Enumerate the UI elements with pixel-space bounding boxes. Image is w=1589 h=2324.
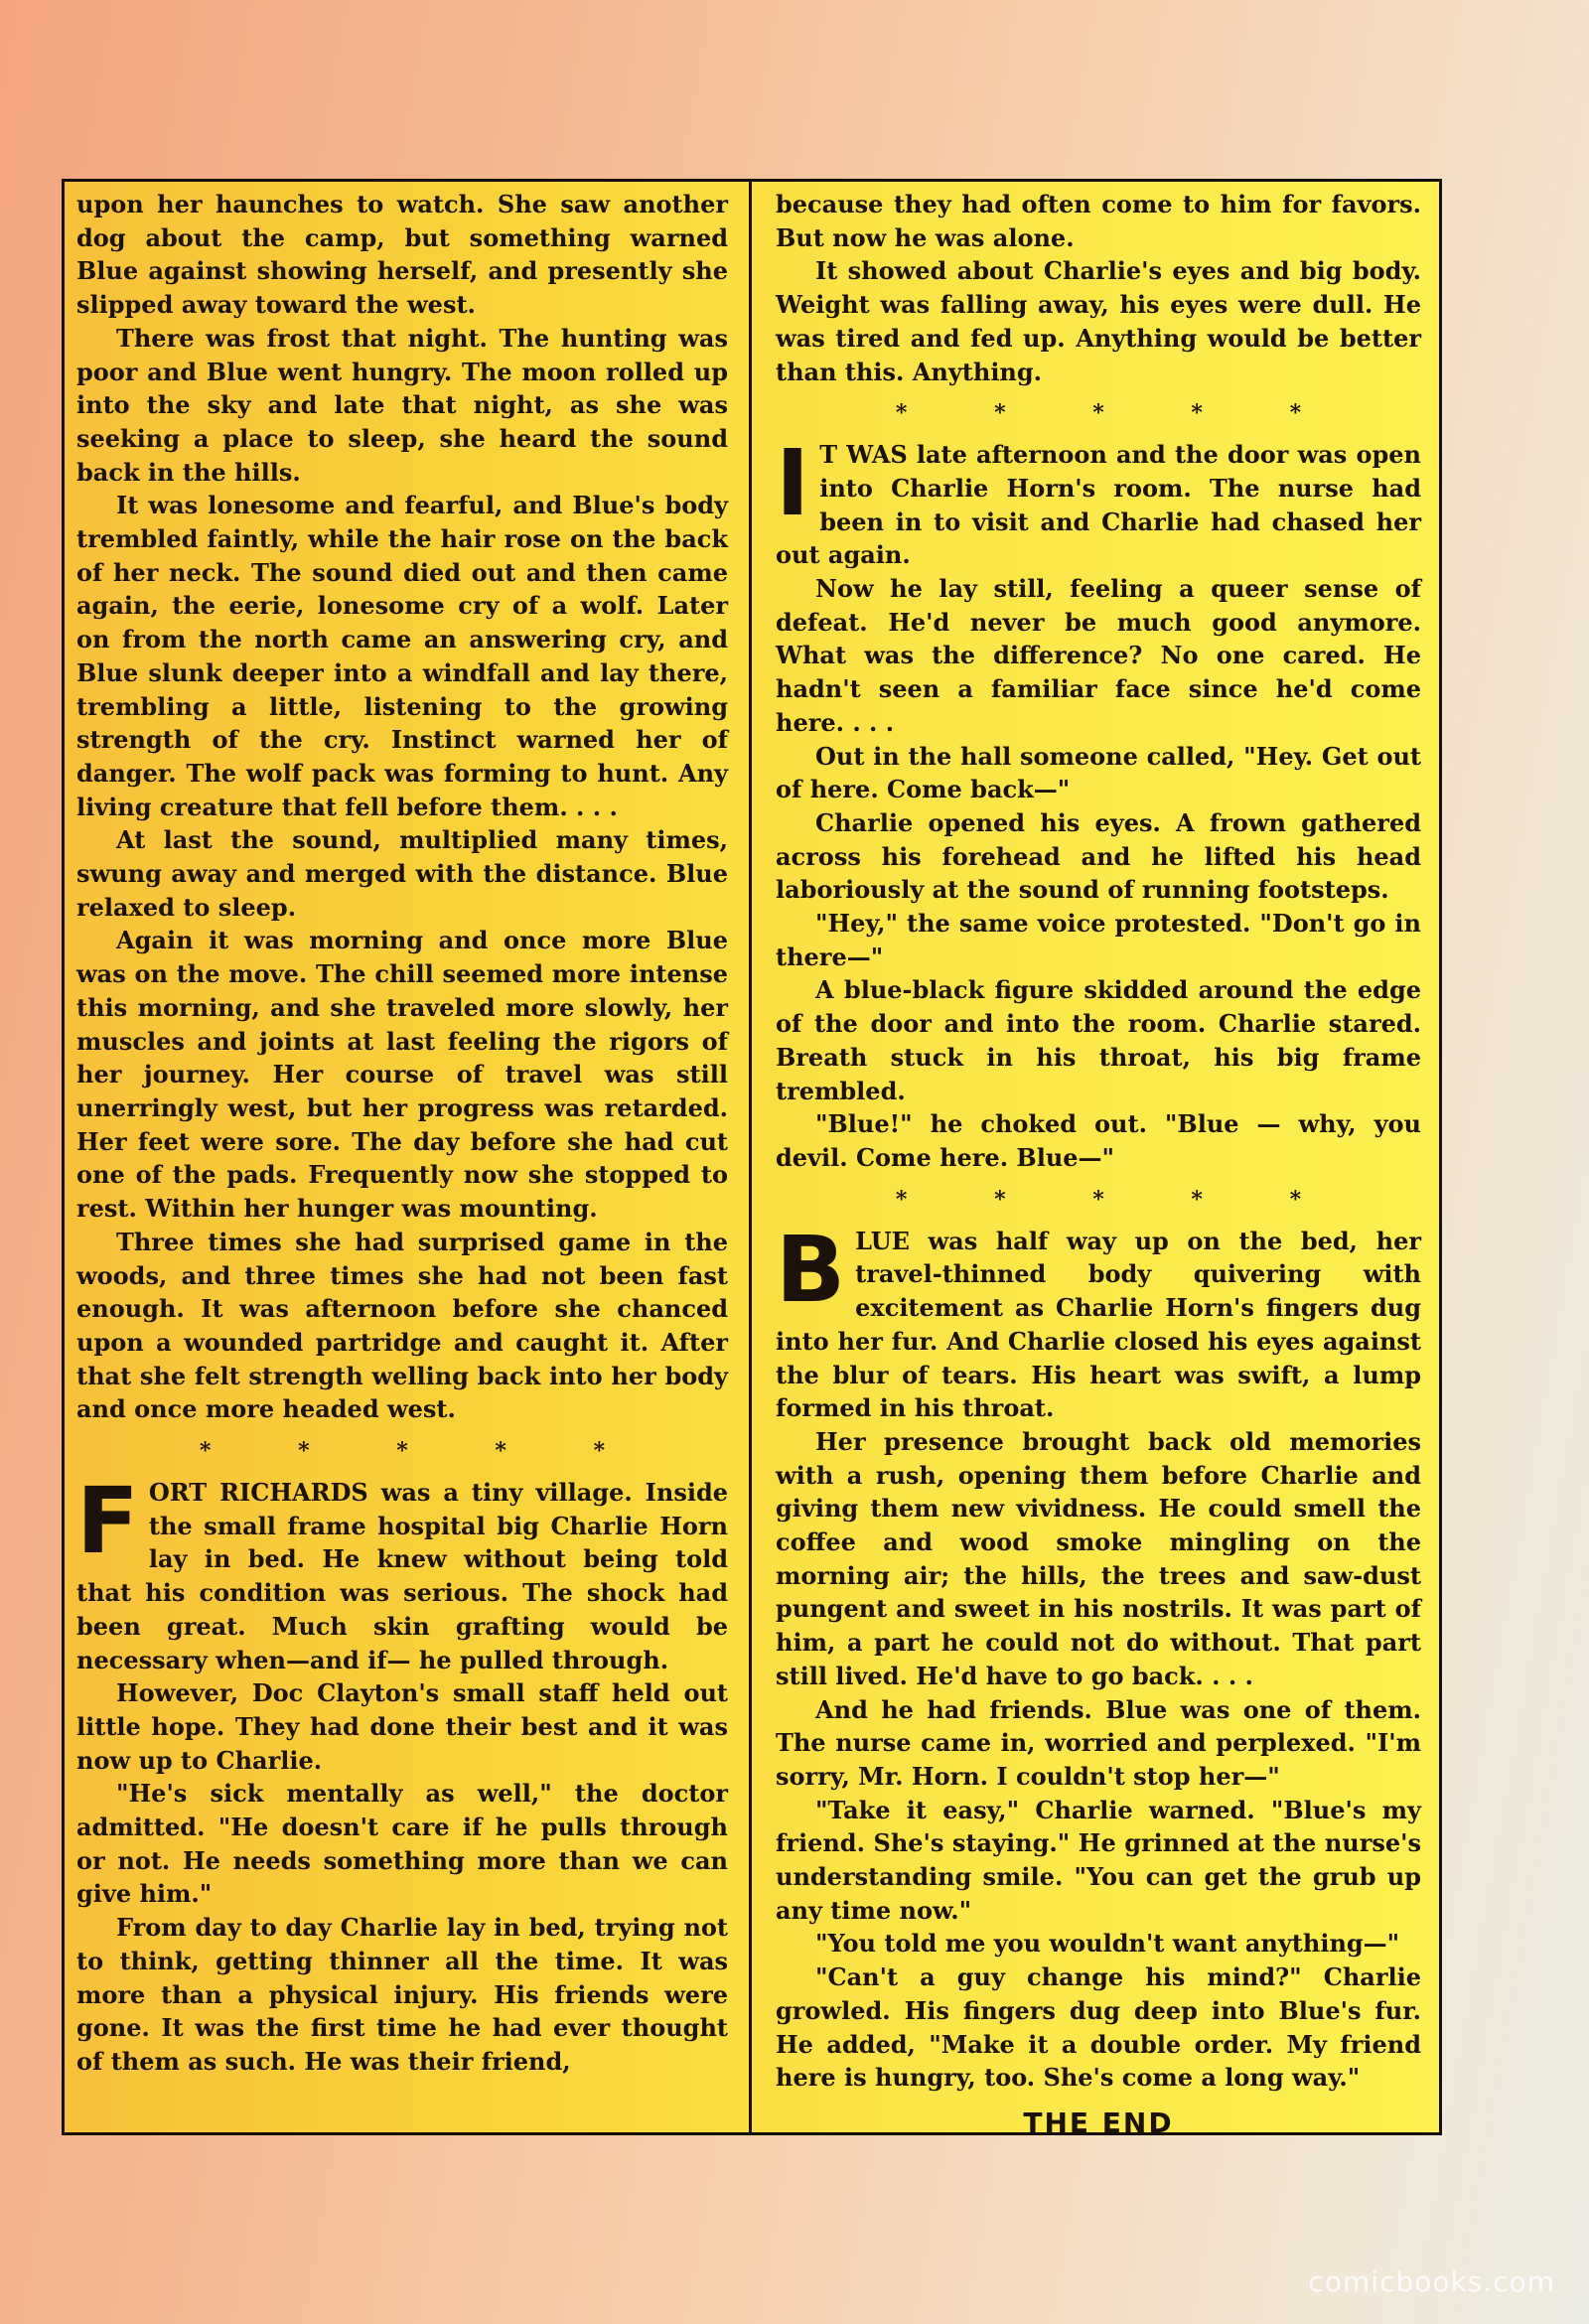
paragraph: upon her haunches to watch. She saw another dog about the camp, but something warned Blue against showing herself, and presently she slipped away toward the west. xyxy=(76,190,728,320)
right-column xyxy=(752,182,1439,2132)
paragraph: However, Doc Clayton's small staff held out little hope. They had done their best and it was now up to Charlie. xyxy=(76,1678,728,1775)
lead-text: ORT RICHARDS was a tiny village. Inside the small frame hospital big Charlie Horn lay in bed. He knew without being told that his condition was serious. The shock had been great. Much skin grafting would be necessary when—and if— he pulled through. xyxy=(76,1478,728,1674)
paragraph: Charlie opened his eyes. A frown gathered across his forehead and he lifted his head laboriously at the sound of running footsteps. xyxy=(776,807,1421,905)
paragraph: "Take it easy," Charlie warned. "Blue's my friend. She's staying." He grinned at the nurse's understanding smile. "You can get the grub up any time now." xyxy=(776,1795,1421,1925)
paragraph: "He's sick mentally as well," the doctor admitted. "He doesn't care if he pulls through or not. He needs something more than we can give him." xyxy=(76,1779,728,1909)
paragraph: "Hey," the same voice protested. "Don't go in there—" xyxy=(776,909,1421,971)
paragraph: because they had often come to him for favors. But now he was alone. xyxy=(776,190,1421,252)
paragraph: It was lonesome and fearful, and Blue's body trembled faintly, while the hair rose on the back of her neck. The sound died out and then came again, the eerie, lonesome cry of a wolf. Later on from the north came an answering cry, and Blue slunk deeper into a windfall and lay there, trembling a little, listening to the growing strength of the cry. Instinct warned her of danger. The wolf pack was forming to hunt. Any living creature that fell before them. . . . xyxy=(76,491,728,821)
paragraph: Now he lay still, feeling a queer sense of defeat. He'd never be much good anymore. What was the difference? No one cared. He hadn't seen a familiar face since he'd come here. . . . xyxy=(776,574,1421,737)
lead-text: T WAS late afternoon and the door was open into Charlie Horn's room. The nurse had been in to visit and Charlie had chased her out again. xyxy=(776,440,1421,570)
paragraph: Her presence brought back old memories with a rush, opening them before Charlie and giving them new vividness. He could smell the coffee and wood smoke mingling on the morning air; the hills, the trees and saw-dust pungent and sweet in his nostrils. It was part of him, a part he could not do without. That part still lived. He'd have to go back. . . . xyxy=(776,1426,1421,1690)
section-break: * * * * * xyxy=(895,400,1342,427)
paragraph: There was frost that night. The hunting was poor and Blue went hungry. The moon rolled up into the sky and late that night, as she was seeking a place to sleep, she heard the sound back in the hills. xyxy=(76,323,728,487)
paragraph: From day to day Charlie lay in bed, trying not to think, getting thinner all the time. It was more than a physical injury. His friends were gone. It was the first time he had ever thought of them as such. He was their friend, xyxy=(76,1913,728,2076)
story-panel xyxy=(62,179,1442,2135)
section-break: * * * * * xyxy=(895,1186,1342,1213)
paragraph: It showed about Charlie's eyes and big body. Weight was falling away, his eyes were dull. He was tired and fed up. Anything would be better than this. Anything. xyxy=(776,256,1421,386)
paragraph: "Blue!" he choked out. "Blue — why, you devil. Come here. Blue—" xyxy=(776,1109,1421,1172)
paragraph: "You told me you wouldn't want anything—" xyxy=(815,1929,1400,1959)
left-column xyxy=(65,182,752,2132)
paragraph: "Can't a guy change his mind?" Charlie growled. His fingers dug deep into Blue's fur. He added, "Make it a double order. My friend here is hungry, too. She's come a long way." xyxy=(776,1962,1421,2093)
section-break: * * * * * xyxy=(199,1438,646,1465)
the-end-label: THE END xyxy=(1023,2106,1174,2132)
paragraph: Again it was morning and once more Blue was on the move. The chill seemed more intense this morning, and she traveled more slowly, her muscles and joints at last feeling the rigors of her journey. Her course of travel was still unerringly west, but her progress was retarded. Her feet were sore. The day before she had cut one of the pads. Frequently now she stopped to rest. Within her hunger was mounting. xyxy=(76,926,728,1224)
paragraph: Out in the hall someone called, "Hey. Get out of here. Come back—" xyxy=(776,741,1421,804)
section-lead-paragraph xyxy=(76,1468,728,1676)
paragraph: Three times she had surprised game in the woods, and three times she had not been fast enough. It was afternoon before she chanced upon a wounded partridge and caught it. After that she felt strength welling back into her body and once more headed west. xyxy=(76,1227,728,1424)
section-lead-paragraph xyxy=(776,1216,1421,1425)
paragraph: And he had friends. Blue was one of them. The nurse came in, worried and perplexed. "I'm sorry, Mr. Horn. I couldn't stop her—" xyxy=(776,1694,1421,1791)
paragraph: At last the sound, multiplied many times, swung away and merged with the distance. Blue relaxed to sleep. xyxy=(76,825,728,922)
paragraph: A blue-black figure skidded around the edge of the door and into the room. Charlie stared. Breath stuck in his throat, his big frame trembled. xyxy=(776,975,1421,1105)
drop-cap: I xyxy=(776,430,810,537)
watermark: comicbooks.com xyxy=(1308,2265,1555,2298)
drop-cap: F xyxy=(76,1468,139,1575)
section-lead-paragraph xyxy=(776,430,1421,572)
lead-text: LUE was half way up on the bed, her travel-thinned body quivering with excitement as Charlie Horn's fingers dug into her fur. And Charlie closed his eyes against the blur of tears. His heart was swift, a lump formed in his throat. xyxy=(776,1226,1421,1423)
drop-cap: B xyxy=(776,1216,846,1323)
